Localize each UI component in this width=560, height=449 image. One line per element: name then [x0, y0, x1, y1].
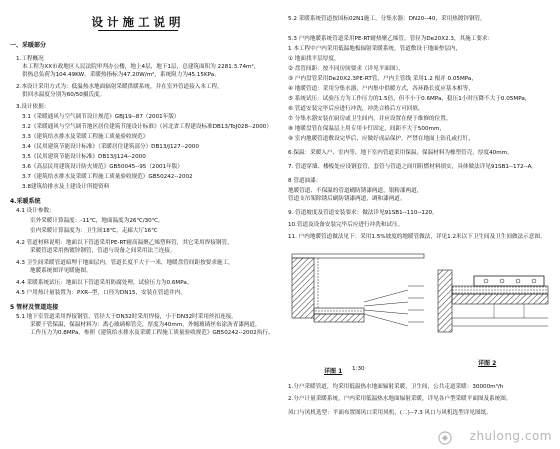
left-text-line: 5 管材及管道连接: [10, 304, 59, 311]
left-text-line: 3.2《采暖通风与空气调节地区居住建筑节能设计标准》（河北省工程建设标准DB13/ToJ028--2000）: [22, 124, 272, 130]
right-text-line: 5.2 采暖系统管道按国标02N1施工，分集水器：DN20--40，采用热镀锌钢管。: [288, 16, 486, 22]
watermark-logo-icon: [438, 431, 452, 445]
detail-2-label: 详图 2: [478, 360, 497, 367]
left-text-line: 3.3《建筑给水排水及采暖工程施工质量验收规范》: [22, 134, 149, 140]
detail-1-label: 详图 1: [324, 368, 343, 375]
left-text-line: 1.工程概况: [16, 56, 44, 62]
left-text-line: 2.本设计采用方式为：低温热水地面辐射采暖供暖系统，并在室外管道接入本工程，: [16, 84, 223, 90]
right-text-line: 10.管道及设备安装完毕后应进行冲洗和试压。: [288, 222, 404, 228]
right-text-line: ⑦ 分集水器安装在厨房或卫生间内，并应设置在便于维修的位置，: [288, 116, 452, 122]
left-text-line: 供热总负荷为104.49KW，采暖热指标为47.20W/m²，系统阻力为45.15KPa。: [22, 72, 220, 78]
left-text-line: 3.设计依据：: [16, 104, 50, 110]
left-text-line: 4.3 卫生间采暖管道暗埋于地面层内，管道长度不大于一米，地暖盘管间距按要求施工，: [16, 260, 234, 266]
left-text-line: 3.8建筑给排水及土建设计所提资料: [22, 184, 110, 190]
left-text-line: 4.1 设计参数：: [16, 208, 55, 214]
left-text-line: 5.1 地下室管道采用焊接钢管，管径大于DN32时采用焊接，小于DN32时采用丝扣连接。: [16, 314, 237, 320]
title-underline: [98, 30, 178, 31]
right-text-line: ② 盘管间距：按不同房间要求（详见平面图），: [288, 66, 404, 72]
right-text-line: ⑤ 系统试压：试验压力为工作压力的1.5倍，但不小于0.6MPa，稳压1小时压降不大于0.05MPa，: [288, 96, 531, 102]
detail-1-scale: 1:30: [352, 366, 365, 372]
page-title: 设计施工说明: [91, 15, 185, 29]
left-text-line: 3.6《高层民用建筑设计防火规范》GB50045--95（2001年版）: [22, 164, 183, 170]
watermark-text: zhulong.com: [469, 429, 552, 443]
detail-2-drawing: [434, 256, 556, 352]
left-text-line: 地暖系统图详见暖施图。: [30, 268, 92, 274]
right-text-line: 11. 户内地暖管道做法见下：采用1.5%坡度的地暖管做法，详见1.2米以下卫生间及卫生间做法示意图。: [288, 234, 546, 240]
left-text-line: 3.7《建筑给水排水及采暖工程施工质量验收规范》GB50242--2002: [22, 174, 193, 180]
right-text-line: 风口与风机选型：平面布置图风口采用风机，(二)--7.3 风口与风机选型详见图纸。: [288, 410, 492, 416]
left-text-line: 3.4《民用建筑节能设计标准》（采暖居住建筑部分）DB13/J127--2000: [22, 144, 199, 150]
left-text-line: 4.5 户用热计量装置为：PXR--型，口径为DN15，安装在管道井内。: [16, 290, 186, 296]
left-column: [0, 0, 276, 449]
right-text-line: ④ 地暖管道：采用分集水器，户内集中供暖方式，各环路长度应基本相等，: [288, 86, 474, 92]
right-text-line: ③ 户内盘管采用De20X2.3PE-RT管，户内主管线 采用1.2 根并 0.05MPa，: [288, 76, 477, 82]
left-text-line: 4.采暖系统: [10, 198, 41, 205]
right-text-line: ⑥ 管道安装完毕后应进行冲洗，冲洗合格后方可回填，: [288, 106, 424, 112]
left-text-line: 本工程为XX市政地区人民法院审判办公楼，地上4层，地下1层，总建筑面积为 2281.3.74m²，: [22, 64, 260, 70]
left-text-line: 4.2 管道材料说明：地面以下管道采用PE-RT耐高温聚乙烯塑料管，其它采用焊接钢管，: [16, 240, 233, 246]
left-text-line: 室内采暖计算温度为：卫生间18℃，走廊大厅16℃: [30, 228, 158, 234]
right-text-line: 8 管道油漆：: [288, 178, 322, 184]
right-text-line: 管道支吊架除锈后刷防锈漆两道，调和漆两道。: [288, 196, 406, 202]
right-text-line: 5.3 户内地暖系统管道采用PE-RT耐热聚乙烯管，管径为De20X2.3，其施工要求：: [288, 36, 494, 42]
right-text-line: 6.保温：采暖入户、室内等，地下室内管道采用保温，保温材料为橡塑管壳，厚度40mm。: [288, 150, 513, 156]
right-text-line: 7. 管道穿墙、楼板处应设钢套管，套管与管道之间用阻燃材料填实，具体做法详见91SB1--172--A。: [288, 164, 538, 170]
left-text-line: 供回水温度分别为60/50摄氏度。: [22, 92, 106, 98]
right-text-line: ⑨ 室内地暖管道敷设完毕后，应做好成品保护，严禁在地面上钻孔或打钉，: [288, 136, 474, 142]
right-text-line: ⑧ 地暖盘管在保温层上用专用卡钉固定，间距不大于500mm，: [288, 126, 446, 132]
right-text-line: 9. 管道坡度及管道安装要求：做法详见91SB1--110--120。: [288, 210, 438, 216]
right-text-line: 2.分户计量采暖系统，户内采用低温热水地面辐射采暖，详见各户型采暖平面图及系统图。: [288, 396, 512, 402]
detail-1-drawing: [288, 250, 428, 362]
right-text-line: 1 本工程中户内采用低温地板辐射采暖系统，管道敷设于地面垫层内，: [288, 46, 462, 52]
left-text-line: 一、采暖部分: [10, 42, 47, 49]
right-text-line: 1.分户采暖管道，均采用低温热水地面辐射采暖，卫生间，公共走道采暖：30000m³/h: [288, 384, 504, 390]
left-text-line: 工作压力为0.8MPa，参照《建筑给水排水及采暖工程施工质量验收规范》GB50242--2002执行。: [30, 330, 274, 336]
left-text-line: 采暖管道采用热镀锌钢管，管道与设备之间采用法兰连接。: [30, 248, 176, 254]
left-text-line: 4.4 采暖系统试压：地面以下管道采用防腐处理，试验压力为0.6MPa。: [16, 280, 193, 286]
left-text-line: 室外采暖计算温度：-11℃，地面温度为26℃/30℃，: [30, 218, 164, 224]
left-text-line: 3.5《民用建筑节能设计标准》DB13/J124--2000: [22, 154, 146, 160]
right-column: [282, 0, 560, 449]
left-text-line: 3.1《采暖通风与空气调节设计规范》GBJ19--87（2001年版）: [22, 114, 180, 120]
left-text-line: 采暖干管保温，保温材料为：离心玻璃棉管壳，厚度为40mm，外缠玻璃丝布涂沥青漆两道，: [30, 322, 261, 328]
right-text-line: 地暖管道、不保温的管道刷防锈漆两道，银粉漆两道，: [288, 188, 423, 194]
right-text-line: ① 地面找平层厚度，: [288, 56, 340, 62]
